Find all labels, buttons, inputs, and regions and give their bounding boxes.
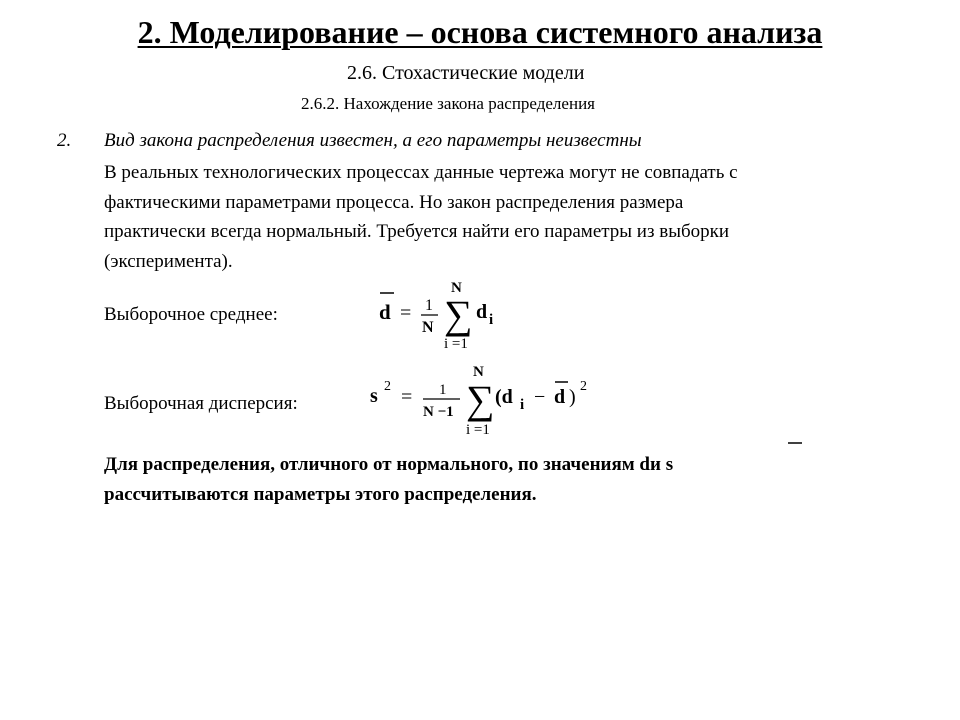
equals-sign: = bbox=[400, 302, 412, 324]
close-paren: ) bbox=[569, 386, 576, 408]
sum-lower-limit: i =1 bbox=[466, 422, 490, 438]
subsection-subtitle: 2.6.2. Нахождение закона распределения bbox=[301, 94, 595, 113]
fraction-numerator: 1 bbox=[425, 297, 433, 314]
fraction-denominator: N −1 bbox=[423, 404, 454, 420]
sum-term-subscript: i bbox=[489, 312, 494, 328]
list-item-heading: Вид закона распределения известен, а его параметры неизвестны bbox=[104, 130, 642, 151]
power-two: 2 bbox=[580, 379, 587, 394]
sum-term: d bbox=[476, 301, 488, 323]
list-item-number: 2. bbox=[57, 130, 72, 151]
sum-lower-limit: i =1 bbox=[444, 336, 468, 352]
fraction-denominator: N bbox=[422, 319, 434, 336]
equals-sign: = bbox=[401, 386, 413, 408]
term-subscript: i bbox=[520, 397, 525, 413]
minus-sign: − bbox=[534, 386, 546, 408]
paragraph-line: фактическими параметрами процесса. Но закон распределения размера bbox=[104, 191, 684, 213]
paragraph-line: В реальных технологических процессах данные чертежа могут не совпадать с bbox=[104, 162, 738, 183]
paragraph-line: практически всегда нормальный. Требуется найти его параметры из выборки bbox=[104, 221, 730, 242]
sum-upper-limit: N bbox=[451, 280, 462, 296]
conclusion-paragraph bbox=[104, 450, 673, 510]
mean-symbol: d bbox=[554, 386, 566, 408]
sample-mean-label: Выборочное среднее: bbox=[104, 304, 278, 325]
sum-upper-limit: N bbox=[473, 364, 484, 380]
sample-variance-label: Выборочная дисперсия: bbox=[104, 393, 298, 414]
variance-lhs: s bbox=[370, 385, 378, 407]
section-subtitle: 2.6. Стохастические модели bbox=[347, 62, 585, 84]
conclusion-line: Для распределения, отличного от нормального, по значениям dи s bbox=[104, 454, 674, 475]
sample-variance-formula bbox=[368, 360, 598, 447]
mean-lhs: d bbox=[379, 300, 391, 324]
sum-sign: ∑ bbox=[466, 377, 495, 422]
page-title: 2. Моделирование – основа системного анализа bbox=[137, 14, 823, 50]
paragraph-line: (эксперимента). bbox=[104, 250, 233, 272]
inline-overbar bbox=[786, 440, 806, 446]
sample-mean-formula bbox=[370, 274, 510, 361]
conclusion-line: рассчитываются параметры этого распределения. bbox=[104, 484, 537, 505]
fraction-numerator: 1 bbox=[439, 382, 447, 398]
body-paragraph bbox=[104, 158, 738, 276]
sum-sign: ∑ bbox=[444, 292, 473, 337]
variance-lhs-power: 2 bbox=[384, 379, 391, 394]
open-paren-d: (d bbox=[495, 386, 513, 408]
